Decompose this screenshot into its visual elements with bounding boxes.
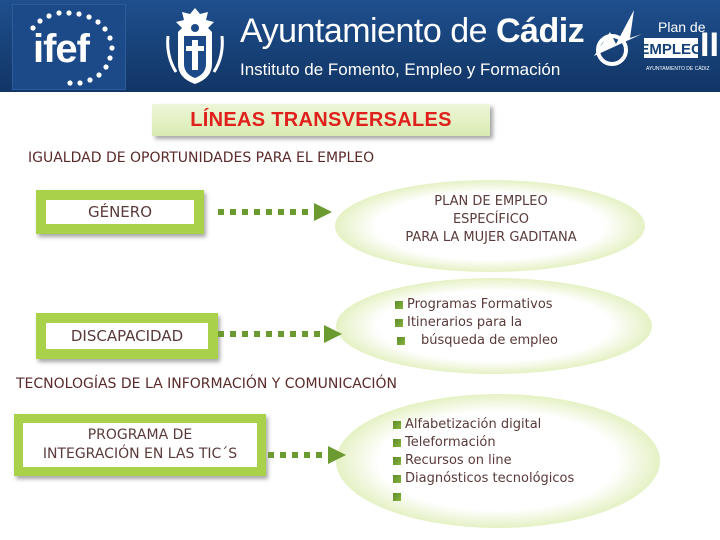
list-item: Diagnósticos tecnológicos [393,470,574,488]
slide-title-box [152,104,490,136]
dotted-arrow-icon [264,443,350,467]
section-heading-tic: TECNOLOGÍAS DE LA INFORMACIÓN Y COMUNICACIÓN [16,376,397,392]
plan-logo-numeral: II [700,26,719,64]
box-discapacidad-label: DISCAPACIDAD [70,327,184,345]
header-banner [0,0,720,92]
list-item: Teleformación [393,434,574,452]
box-tic-line: INTEGRACIÓN EN LAS TIC´S [42,446,238,462]
oval-plan-mujer-line: PLAN DE EMPLEO [434,194,548,209]
ifef-logo [12,4,126,90]
plan-logo-small-text: AYUNTAMIENTO DE CÁDIZ [646,66,710,72]
city-crest-icon [162,6,228,86]
oval-plan-mujer-line: ESPECÍFICO [452,212,530,227]
list-item: Alfabetización digital [393,416,574,434]
list-item: Itinerarios para la [395,314,558,332]
council-title: Ayuntamiento de Cádiz [240,12,585,50]
plan-de-empleo-logo [590,4,719,88]
list-item: Programas Formativos [395,296,558,314]
oval-plan-mujer-text [360,193,622,247]
plan-logo-line2: EMPLEO [639,41,703,58]
dotted-arrow-icon [214,322,346,346]
list-item [393,488,574,506]
oval-tic-list [393,416,574,506]
box-discapacidad [36,313,218,359]
box-tic-line: PROGRAMA DE [87,427,193,443]
list-item: búsqueda de empleo [395,332,558,350]
box-programa-tic [14,414,266,476]
council-subtitle: Instituto de Fomento, Empleo y Formación [240,60,561,79]
plan-logo-line1: Plan de [658,19,706,35]
box-genero [36,190,204,234]
section-heading-igualdad: IGUALDAD DE OPORTUNIDADES PARA EL EMPLEO [28,150,375,166]
ifef-logo-text: ifef [33,27,89,71]
dotted-arrow-icon [214,200,338,224]
box-genero-label: GÉNERO [87,203,153,221]
list-item: Recursos on line [393,452,574,470]
slide-title: LÍNEAS TRANSVERSALES [190,109,452,131]
oval-programas-list [395,296,558,350]
oval-plan-mujer-line: PARA LA MUJER GADITANA [405,230,577,245]
